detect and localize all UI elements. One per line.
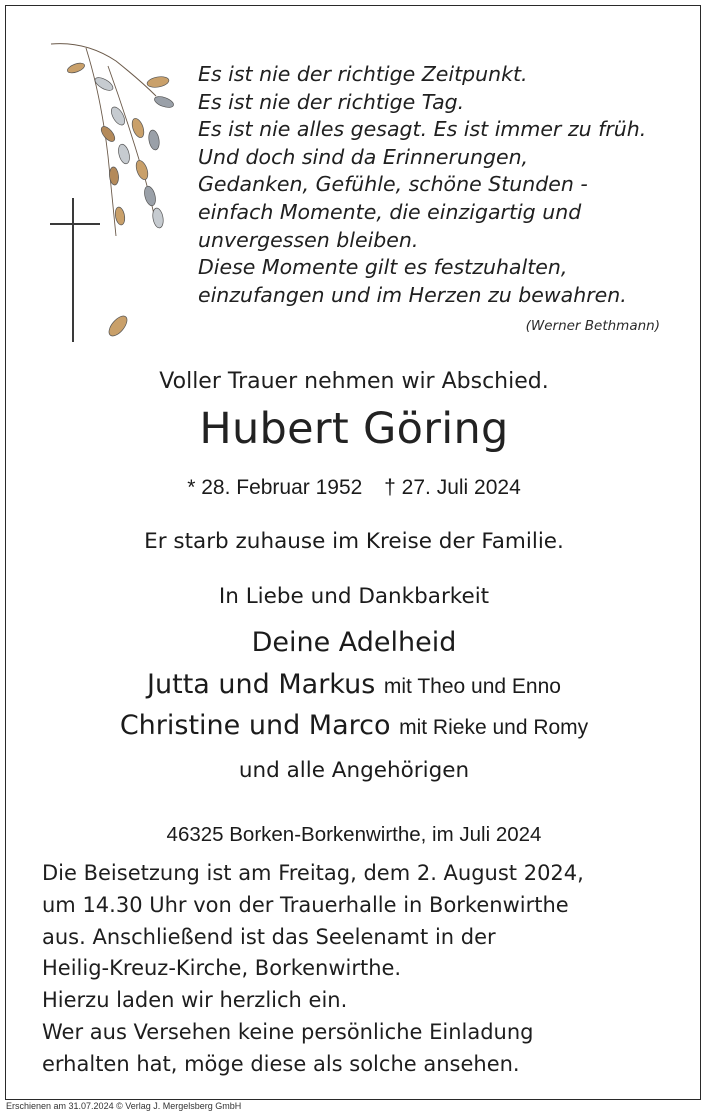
cross-icon-bar	[50, 223, 100, 225]
poem-line: einfach Momente, die einzigartig und	[198, 199, 582, 224]
death-date: † 27. Juli 2024	[384, 476, 521, 499]
info-line: aus. Anschließend ist das Seelenamt in der	[42, 924, 496, 949]
info-line: Wer aus Versehen keine persönliche Einladung	[42, 1019, 534, 1044]
poem-line: Gedanken, Gefühle, schöne Stunden -	[198, 172, 588, 197]
family-names: Christine und Marco	[119, 710, 391, 741]
info-line: Heilig-Kreuz-Kirche, Borkenwirthe.	[42, 956, 402, 981]
poem	[198, 61, 678, 309]
poem-line: Es ist nie alles gesagt. Es ist immer zu früh.	[198, 117, 647, 142]
family-children: mit Rieke und Romy	[399, 716, 589, 739]
mourner-family	[6, 710, 702, 741]
death-note: Er starb zuhause im Kreise der Familie.	[144, 529, 564, 554]
obituary-card	[5, 5, 701, 1100]
poem-line: Es ist nie der richtige Zeitpunkt.	[198, 62, 528, 86]
life-dates	[6, 476, 702, 500]
deceased-name: Hubert Göring	[199, 404, 509, 454]
mourner-family	[6, 669, 702, 700]
info-line: erhalten hat, möge diese als solche ansehen.	[42, 1051, 520, 1076]
poem-line: Und doch sind da Erinnerungen,	[198, 144, 529, 169]
birch-leaves-icon	[46, 36, 181, 356]
info-line: Hierzu laden wir herzlich ein.	[42, 988, 348, 1013]
cross-icon	[72, 198, 74, 342]
publication-footer: Erschienen am 31.07.2024 © Verlag J. Mergelsberg GmbH	[6, 1101, 242, 1111]
funeral-info	[42, 858, 682, 1081]
mourner-spouse: Deine Adelheid	[251, 627, 457, 658]
poem-line: Es ist nie der richtige Tag.	[198, 89, 465, 114]
poem-line: unvergessen bleiben.	[198, 227, 419, 252]
info-line: um 14.30 Uhr von der Trauerhalle in Borkenwirthe	[42, 892, 569, 917]
place-date: 46325 Borken-Borkenwirthe, im Juli 2024	[166, 823, 542, 846]
poem-line: einzufangen und im Herzen zu bewahren.	[198, 282, 627, 307]
poem-author: (Werner Bethmann)	[525, 318, 660, 334]
info-line: Die Beisetzung ist am Freitag, dem 2. August 2024,	[42, 861, 584, 885]
intro-line: Voller Trauer nehmen wir Abschied.	[159, 369, 549, 394]
family-names: Jutta und Markus	[147, 669, 376, 700]
birth-date: * 28. Februar 1952	[187, 476, 363, 499]
mourner-others: und alle Angehörigen	[238, 758, 470, 783]
love-line: In Liebe und Dankbarkeit	[218, 584, 490, 609]
family-children: mit Theo und Enno	[383, 675, 561, 698]
poem-line: Diese Momente gilt es festzuhalten,	[198, 255, 568, 280]
